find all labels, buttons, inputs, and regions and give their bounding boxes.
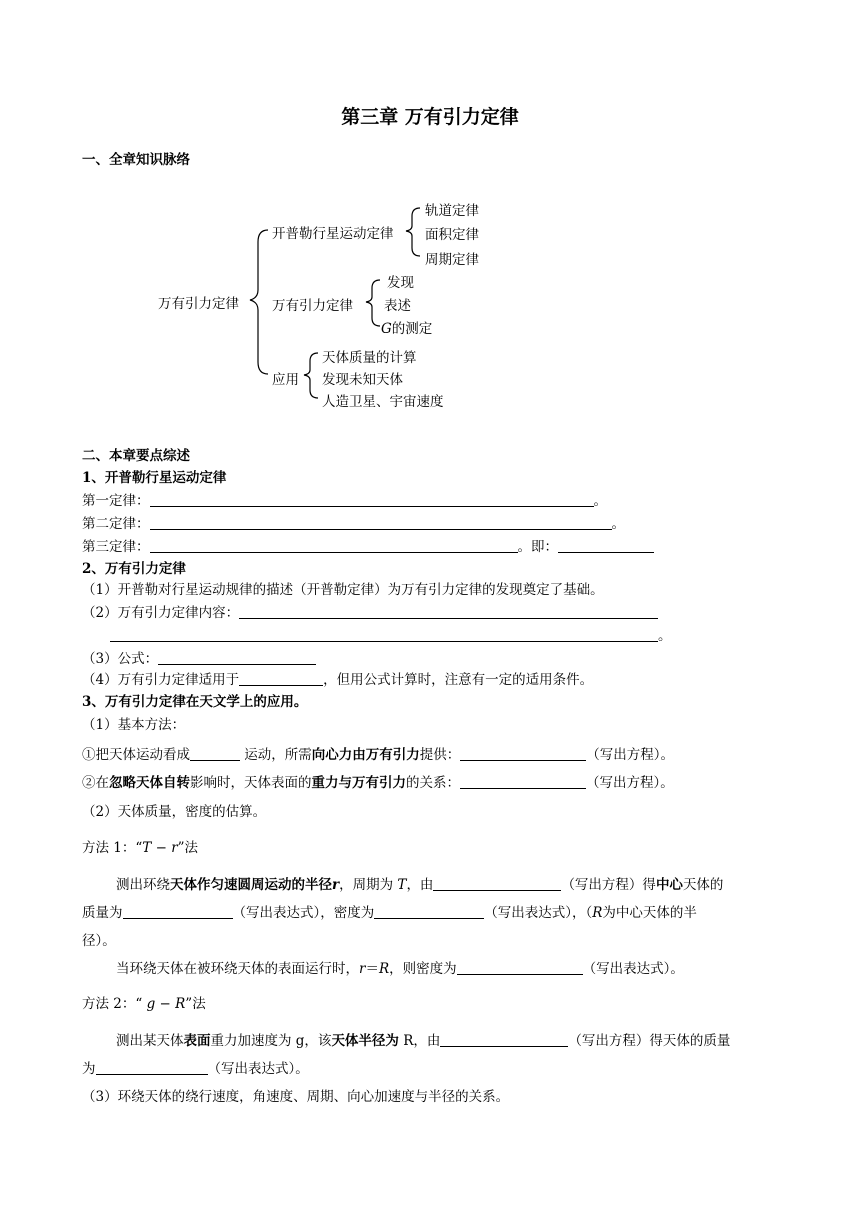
method2-text-2: 为 （写出表达式）。 <box>82 1061 309 1077</box>
gravitation-line1: （1）开普勒对行星运动规律的描述（开普勒定律）为万有引力定律的发现奠定了基础。 <box>82 582 604 598</box>
law1-blank[interactable] <box>150 492 594 507</box>
gravitation-line3: （3）公式： <box>82 647 316 667</box>
mass-blank-2[interactable] <box>96 1060 208 1075</box>
density-blank-2[interactable] <box>457 960 583 975</box>
equation-blank-4[interactable] <box>440 1032 568 1047</box>
tree-root-label: 万有引力定律 <box>158 296 239 312</box>
branch1-brace <box>406 208 420 256</box>
motion-blank[interactable] <box>190 746 240 761</box>
basic-method: （1）基本方法： <box>82 717 186 733</box>
method1-formula: T − r <box>142 840 178 856</box>
branch3-label: 应用 <box>272 372 299 388</box>
g-symbol: G <box>381 321 392 337</box>
page-title: 第三章 万有引力定律 <box>341 106 519 128</box>
equation-blank-3[interactable] <box>433 876 561 891</box>
branch2-item-1: 发现 <box>387 275 414 291</box>
method1-label: 方法 1：“T − r”法 <box>82 840 199 856</box>
branch2-item-2: 表述 <box>384 298 411 314</box>
content-blank-1[interactable] <box>239 604 658 619</box>
content-blank-2[interactable] <box>110 627 658 642</box>
branch1-item-3: 周期定律 <box>425 252 479 268</box>
branch2-item-3: G的测定 <box>381 321 433 337</box>
branch3-item-1: 天体质量的计算 <box>322 350 417 366</box>
law3-formula-blank[interactable] <box>558 538 654 553</box>
formula-blank[interactable] <box>158 650 316 665</box>
branch1-item-1: 轨道定律 <box>425 203 479 219</box>
equation-blank-1[interactable] <box>460 746 586 761</box>
method2-text-1: 测出某天体表面重力加速度为 g，该天体半径为 R，由 （写出方程）得天体的质量 <box>116 1033 731 1049</box>
branch3-item-3: 人造卫星、宇宙速度 <box>322 394 444 410</box>
equation-blank-2[interactable] <box>460 774 586 789</box>
gravitation-line2: （2）万有引力定律内容： <box>82 601 658 621</box>
method-line-2: ②在忽略天体自转影响时，天体表面的重力与万有引力的关系： （写出方程）。 <box>82 775 674 791</box>
kepler-heading: 1、开普勒行星运动定律 <box>82 470 227 486</box>
gravitation-line2-cont: 。 <box>110 624 672 644</box>
method-line-1: ①把天体运动看成 运动，所需向心力由万有引力提供： （写出方程）。 <box>82 747 675 763</box>
method2-label: 方法 2：“ g − R”法 <box>82 996 206 1012</box>
method2-formula: g − R <box>146 996 186 1012</box>
method1-text-1: 测出环绕天体作匀速圆周运动的半径r，周期为 T，由 （写出方程）得中心天体的 <box>116 877 724 893</box>
gravitation-line4: （4）万有引力定律适用于 ，但用公式计算时，注意有一定的适用条件。 <box>82 672 594 688</box>
branch2-brace <box>366 280 380 326</box>
density-blank-1[interactable] <box>374 904 484 919</box>
section1-heading: 一、全章知识脉络 <box>82 152 190 168</box>
branch2-label: 万有引力定律 <box>272 298 353 314</box>
gravitation-heading: 2、万有引力定律 <box>82 561 186 577</box>
estimation-line: （2）天体质量，密度的估算。 <box>82 804 267 820</box>
branch3-brace <box>304 353 318 398</box>
method1-text-2: 质量为 （写出表达式），密度为 （写出表达式），（R为中心天体的半 <box>82 905 697 921</box>
mass-blank-1[interactable] <box>123 904 233 919</box>
kepler-law1: 第一定律： 。 <box>82 493 607 509</box>
law3-blank[interactable] <box>150 538 518 553</box>
orbit-relation-line: （3）环绕天体的绕行速度，角速度、周期、向心加速度与半径的关系。 <box>82 1089 510 1105</box>
application-heading: 3、万有引力定律在天文学上的应用。 <box>82 694 308 710</box>
branch1-item-2: 面积定律 <box>425 227 479 243</box>
law2-blank[interactable] <box>150 515 612 530</box>
branch1-label: 开普勒行星运动定律 <box>272 226 394 242</box>
branch3-item-2: 发现未知天体 <box>322 372 403 388</box>
root-brace <box>250 230 268 374</box>
kepler-law2: 第二定律： 。 <box>82 516 625 532</box>
method1-text-3: 径）。 <box>82 933 116 949</box>
method1-text-4: 当环绕天体在被环绕天体的表面运行时，r＝R，则密度为 （写出表达式）。 <box>116 961 684 977</box>
kepler-law3: 第三定律： 。即： <box>82 535 654 555</box>
section2-heading: 二、本章要点综述 <box>82 448 190 464</box>
applicability-blank[interactable] <box>239 671 323 686</box>
